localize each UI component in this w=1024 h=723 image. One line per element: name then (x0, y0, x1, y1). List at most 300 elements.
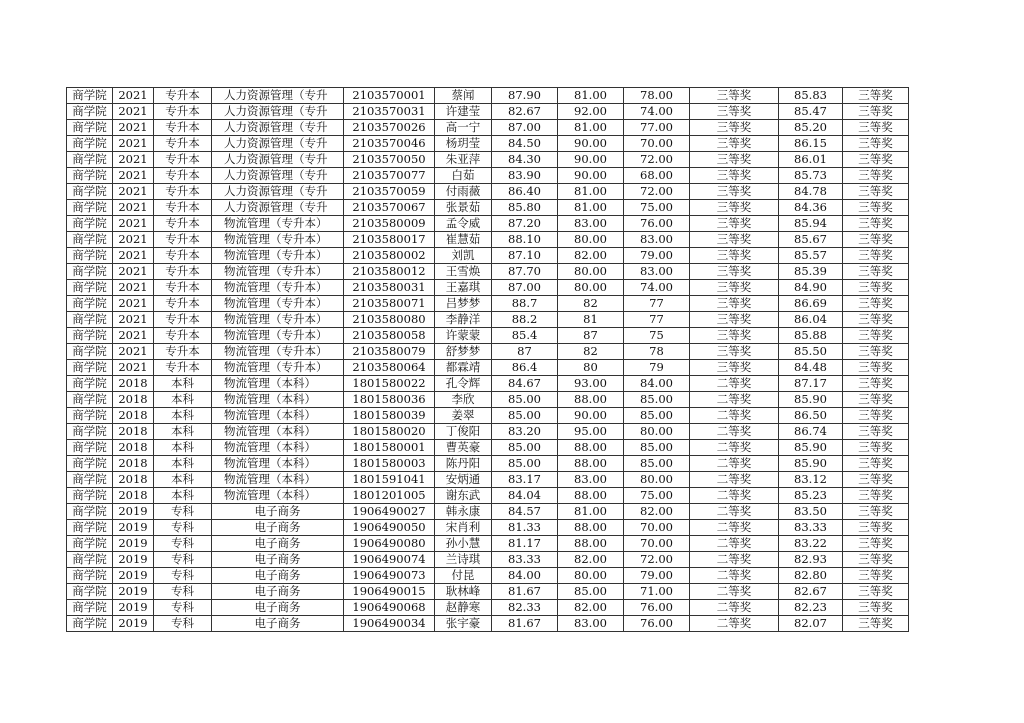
award-b-cell: 三等奖 (843, 152, 909, 168)
year-cell: 2019 (113, 616, 154, 632)
award-b-cell: 三等奖 (843, 88, 909, 104)
award-b-cell: 三等奖 (843, 232, 909, 248)
score-c-cell: 79.00 (624, 248, 690, 264)
award-b-cell: 三等奖 (843, 200, 909, 216)
level-cell: 专科 (154, 504, 212, 520)
table-row (67, 616, 909, 632)
table-row (67, 568, 909, 584)
student-id-cell: 2103580079 (344, 344, 435, 360)
table-row (67, 536, 909, 552)
year-cell: 2019 (113, 536, 154, 552)
table-row (67, 456, 909, 472)
table-row (67, 104, 909, 120)
award-a-cell: 二等奖 (690, 584, 779, 600)
score-c-cell: 80.00 (624, 424, 690, 440)
year-cell: 2021 (113, 168, 154, 184)
score-b-cell: 88.00 (558, 440, 624, 456)
award-a-cell: 二等奖 (690, 472, 779, 488)
score-a-cell: 87.70 (492, 264, 558, 280)
score-c-cell: 71.00 (624, 584, 690, 600)
table-row (67, 552, 909, 568)
name-cell: 谢东武 (435, 488, 492, 504)
award-a-cell: 二等奖 (690, 600, 779, 616)
award-b-cell: 三等奖 (843, 312, 909, 328)
score-c-cell: 76.00 (624, 600, 690, 616)
award-b-cell: 三等奖 (843, 504, 909, 520)
major-cell: 人力资源管理（专升 (212, 136, 344, 152)
award-a-cell: 二等奖 (690, 552, 779, 568)
name-cell: 曹英豪 (435, 440, 492, 456)
award-a-cell: 二等奖 (690, 536, 779, 552)
level-cell: 专升本 (154, 360, 212, 376)
name-cell: 陈丹阳 (435, 456, 492, 472)
award-a-cell: 三等奖 (690, 216, 779, 232)
name-cell: 宋肖利 (435, 520, 492, 536)
level-cell: 专升本 (154, 152, 212, 168)
major-cell: 物流管理（本科） (212, 440, 344, 456)
level-cell: 专科 (154, 584, 212, 600)
name-cell: 刘凯 (435, 248, 492, 264)
level-cell: 专升本 (154, 264, 212, 280)
college-cell: 商学院 (67, 344, 113, 360)
total-score-cell: 85.90 (779, 456, 843, 472)
year-cell: 2018 (113, 472, 154, 488)
score-b-cell: 80.00 (558, 264, 624, 280)
student-id-cell: 1906490015 (344, 584, 435, 600)
major-cell: 电子商务 (212, 504, 344, 520)
name-cell: 孟令威 (435, 216, 492, 232)
name-cell: 兰诗琪 (435, 552, 492, 568)
level-cell: 专科 (154, 568, 212, 584)
award-a-cell: 三等奖 (690, 120, 779, 136)
year-cell: 2021 (113, 232, 154, 248)
total-score-cell: 83.22 (779, 536, 843, 552)
score-a-cell: 87.10 (492, 248, 558, 264)
year-cell: 2021 (113, 360, 154, 376)
score-c-cell: 72.00 (624, 184, 690, 200)
table-row (67, 408, 909, 424)
score-a-cell: 81.67 (492, 584, 558, 600)
award-a-cell: 三等奖 (690, 344, 779, 360)
student-id-cell: 2103580031 (344, 280, 435, 296)
score-c-cell: 72.00 (624, 152, 690, 168)
name-cell: 白茹 (435, 168, 492, 184)
college-cell: 商学院 (67, 232, 113, 248)
score-b-cell: 95.00 (558, 424, 624, 440)
award-b-cell: 三等奖 (843, 424, 909, 440)
major-cell: 物流管理（专升本） (212, 312, 344, 328)
year-cell: 2021 (113, 184, 154, 200)
student-id-cell: 2103570067 (344, 200, 435, 216)
award-b-cell: 三等奖 (843, 216, 909, 232)
college-cell: 商学院 (67, 520, 113, 536)
name-cell: 舒梦梦 (435, 344, 492, 360)
major-cell: 物流管理（专升本） (212, 232, 344, 248)
award-a-cell: 三等奖 (690, 280, 779, 296)
level-cell: 专升本 (154, 104, 212, 120)
table-row (67, 248, 909, 264)
student-id-cell: 1906490050 (344, 520, 435, 536)
student-id-cell: 2103580012 (344, 264, 435, 280)
total-score-cell: 87.17 (779, 376, 843, 392)
table-row (67, 440, 909, 456)
student-id-cell: 1801580003 (344, 456, 435, 472)
total-score-cell: 84.36 (779, 200, 843, 216)
score-b-cell: 82 (558, 344, 624, 360)
major-cell: 物流管理（专升本） (212, 296, 344, 312)
student-id-cell: 1801580020 (344, 424, 435, 440)
student-id-cell: 2103580071 (344, 296, 435, 312)
college-cell: 商学院 (67, 104, 113, 120)
college-cell: 商学院 (67, 424, 113, 440)
name-cell: 蔡闻 (435, 88, 492, 104)
table-row (67, 232, 909, 248)
award-a-cell: 三等奖 (690, 264, 779, 280)
score-a-cell: 86.40 (492, 184, 558, 200)
score-c-cell: 68.00 (624, 168, 690, 184)
score-b-cell: 81.00 (558, 120, 624, 136)
award-a-cell: 三等奖 (690, 328, 779, 344)
score-b-cell: 83.00 (558, 472, 624, 488)
award-a-cell: 二等奖 (690, 616, 779, 632)
table-row (67, 360, 909, 376)
award-a-cell: 二等奖 (690, 568, 779, 584)
major-cell: 物流管理（专升本） (212, 328, 344, 344)
score-b-cell: 81.00 (558, 200, 624, 216)
year-cell: 2021 (113, 264, 154, 280)
level-cell: 专升本 (154, 232, 212, 248)
year-cell: 2021 (113, 88, 154, 104)
table-row (67, 328, 909, 344)
year-cell: 2019 (113, 600, 154, 616)
award-b-cell: 三等奖 (843, 440, 909, 456)
year-cell: 2021 (113, 104, 154, 120)
name-cell: 付昆 (435, 568, 492, 584)
table-row (67, 296, 909, 312)
score-b-cell: 83.00 (558, 216, 624, 232)
award-b-cell: 三等奖 (843, 296, 909, 312)
score-b-cell: 90.00 (558, 168, 624, 184)
score-a-cell: 88.2 (492, 312, 558, 328)
level-cell: 本科 (154, 488, 212, 504)
score-c-cell: 85.00 (624, 408, 690, 424)
score-b-cell: 93.00 (558, 376, 624, 392)
score-a-cell: 82.33 (492, 600, 558, 616)
award-b-cell: 三等奖 (843, 184, 909, 200)
student-id-cell: 1801201005 (344, 488, 435, 504)
score-a-cell: 84.57 (492, 504, 558, 520)
score-c-cell: 83.00 (624, 264, 690, 280)
year-cell: 2021 (113, 344, 154, 360)
score-a-cell: 87.90 (492, 88, 558, 104)
student-id-cell: 2103580064 (344, 360, 435, 376)
level-cell: 专升本 (154, 88, 212, 104)
score-b-cell: 80.00 (558, 568, 624, 584)
total-score-cell: 86.50 (779, 408, 843, 424)
score-a-cell: 83.90 (492, 168, 558, 184)
year-cell: 2021 (113, 296, 154, 312)
level-cell: 本科 (154, 472, 212, 488)
table-row (67, 520, 909, 536)
score-a-cell: 84.30 (492, 152, 558, 168)
table-row (67, 136, 909, 152)
college-cell: 商学院 (67, 360, 113, 376)
year-cell: 2019 (113, 584, 154, 600)
score-a-cell: 87 (492, 344, 558, 360)
total-score-cell: 85.73 (779, 168, 843, 184)
score-a-cell: 81.67 (492, 616, 558, 632)
year-cell: 2021 (113, 216, 154, 232)
level-cell: 专升本 (154, 296, 212, 312)
score-c-cell: 82.00 (624, 504, 690, 520)
college-cell: 商学院 (67, 488, 113, 504)
table-row (67, 184, 909, 200)
major-cell: 物流管理（专升本） (212, 360, 344, 376)
major-cell: 物流管理（专升本） (212, 264, 344, 280)
college-cell: 商学院 (67, 456, 113, 472)
college-cell: 商学院 (67, 88, 113, 104)
college-cell: 商学院 (67, 184, 113, 200)
total-score-cell: 83.50 (779, 504, 843, 520)
score-c-cell: 74.00 (624, 280, 690, 296)
student-id-cell: 2103580080 (344, 312, 435, 328)
score-b-cell: 92.00 (558, 104, 624, 120)
name-cell: 王嘉琪 (435, 280, 492, 296)
student-id-cell: 1906490074 (344, 552, 435, 568)
score-a-cell: 88.10 (492, 232, 558, 248)
score-b-cell: 88.00 (558, 392, 624, 408)
score-a-cell: 84.50 (492, 136, 558, 152)
student-id-cell: 2103570001 (344, 88, 435, 104)
award-b-cell: 三等奖 (843, 408, 909, 424)
student-id-cell: 1906490027 (344, 504, 435, 520)
total-score-cell: 85.47 (779, 104, 843, 120)
score-b-cell: 83.00 (558, 616, 624, 632)
award-b-cell: 三等奖 (843, 360, 909, 376)
award-b-cell: 三等奖 (843, 616, 909, 632)
level-cell: 本科 (154, 424, 212, 440)
level-cell: 专升本 (154, 200, 212, 216)
total-score-cell: 85.83 (779, 88, 843, 104)
table-row (67, 344, 909, 360)
level-cell: 专升本 (154, 216, 212, 232)
score-a-cell: 88.7 (492, 296, 558, 312)
college-cell: 商学院 (67, 552, 113, 568)
year-cell: 2021 (113, 312, 154, 328)
award-b-cell: 三等奖 (843, 376, 909, 392)
major-cell: 人力资源管理（专升 (212, 168, 344, 184)
score-b-cell: 80.00 (558, 232, 624, 248)
score-b-cell: 85.00 (558, 584, 624, 600)
table-row (67, 280, 909, 296)
table-row (67, 168, 909, 184)
name-cell: 耿林峰 (435, 584, 492, 600)
year-cell: 2018 (113, 376, 154, 392)
student-id-cell: 2103580009 (344, 216, 435, 232)
award-b-cell: 三等奖 (843, 520, 909, 536)
award-a-cell: 三等奖 (690, 104, 779, 120)
level-cell: 本科 (154, 408, 212, 424)
award-a-cell: 三等奖 (690, 248, 779, 264)
score-a-cell: 85.00 (492, 392, 558, 408)
award-table (66, 87, 909, 632)
score-a-cell: 83.17 (492, 472, 558, 488)
level-cell: 专升本 (154, 184, 212, 200)
major-cell: 物流管理（本科） (212, 424, 344, 440)
score-c-cell: 78.00 (624, 88, 690, 104)
college-cell: 商学院 (67, 472, 113, 488)
score-a-cell: 85.4 (492, 328, 558, 344)
award-b-cell: 三等奖 (843, 328, 909, 344)
college-cell: 商学院 (67, 200, 113, 216)
student-id-cell: 2103570031 (344, 104, 435, 120)
award-b-cell: 三等奖 (843, 456, 909, 472)
college-cell: 商学院 (67, 408, 113, 424)
year-cell: 2021 (113, 328, 154, 344)
total-score-cell: 85.90 (779, 392, 843, 408)
award-b-cell: 三等奖 (843, 584, 909, 600)
name-cell: 许建莹 (435, 104, 492, 120)
award-a-cell: 三等奖 (690, 136, 779, 152)
name-cell: 付雨薇 (435, 184, 492, 200)
table-row (67, 152, 909, 168)
table-row (67, 392, 909, 408)
college-cell: 商学院 (67, 600, 113, 616)
score-c-cell: 80.00 (624, 472, 690, 488)
score-a-cell: 83.33 (492, 552, 558, 568)
year-cell: 2018 (113, 424, 154, 440)
score-c-cell: 77 (624, 296, 690, 312)
score-b-cell: 81.00 (558, 88, 624, 104)
college-cell: 商学院 (67, 376, 113, 392)
award-b-cell: 三等奖 (843, 264, 909, 280)
major-cell: 电子商务 (212, 616, 344, 632)
year-cell: 2021 (113, 200, 154, 216)
award-a-cell: 二等奖 (690, 488, 779, 504)
score-a-cell: 81.33 (492, 520, 558, 536)
major-cell: 人力资源管理（专升 (212, 88, 344, 104)
table-row (67, 312, 909, 328)
year-cell: 2018 (113, 440, 154, 456)
name-cell: 都霖靖 (435, 360, 492, 376)
table-row (67, 264, 909, 280)
total-score-cell: 84.48 (779, 360, 843, 376)
college-cell: 商学院 (67, 280, 113, 296)
award-a-cell: 三等奖 (690, 360, 779, 376)
award-b-cell: 三等奖 (843, 472, 909, 488)
total-score-cell: 85.57 (779, 248, 843, 264)
total-score-cell: 85.50 (779, 344, 843, 360)
major-cell: 电子商务 (212, 520, 344, 536)
score-b-cell: 88.00 (558, 520, 624, 536)
total-score-cell: 82.07 (779, 616, 843, 632)
year-cell: 2021 (113, 248, 154, 264)
year-cell: 2018 (113, 392, 154, 408)
level-cell: 专升本 (154, 120, 212, 136)
level-cell: 本科 (154, 376, 212, 392)
score-a-cell: 87.00 (492, 280, 558, 296)
college-cell: 商学院 (67, 264, 113, 280)
score-c-cell: 70.00 (624, 536, 690, 552)
college-cell: 商学院 (67, 120, 113, 136)
major-cell: 人力资源管理（专升 (212, 200, 344, 216)
student-id-cell: 1801591041 (344, 472, 435, 488)
award-a-cell: 二等奖 (690, 392, 779, 408)
score-b-cell: 90.00 (558, 408, 624, 424)
student-id-cell: 2103570046 (344, 136, 435, 152)
table-row (67, 584, 909, 600)
score-b-cell: 82.00 (558, 600, 624, 616)
level-cell: 专科 (154, 520, 212, 536)
award-a-cell: 二等奖 (690, 408, 779, 424)
college-cell: 商学院 (67, 440, 113, 456)
award-b-cell: 三等奖 (843, 600, 909, 616)
table-row (67, 600, 909, 616)
year-cell: 2019 (113, 568, 154, 584)
score-c-cell: 79.00 (624, 568, 690, 584)
score-c-cell: 85.00 (624, 392, 690, 408)
student-id-cell: 1801580001 (344, 440, 435, 456)
score-c-cell: 70.00 (624, 520, 690, 536)
college-cell: 商学院 (67, 216, 113, 232)
college-cell: 商学院 (67, 392, 113, 408)
award-a-cell: 二等奖 (690, 440, 779, 456)
college-cell: 商学院 (67, 536, 113, 552)
student-id-cell: 1801580022 (344, 376, 435, 392)
award-a-cell: 二等奖 (690, 504, 779, 520)
level-cell: 专升本 (154, 168, 212, 184)
major-cell: 电子商务 (212, 600, 344, 616)
total-score-cell: 82.23 (779, 600, 843, 616)
score-b-cell: 88.00 (558, 456, 624, 472)
major-cell: 人力资源管理（专升 (212, 104, 344, 120)
name-cell: 韩永康 (435, 504, 492, 520)
score-a-cell: 85.00 (492, 440, 558, 456)
name-cell: 张宇豪 (435, 616, 492, 632)
total-score-cell: 83.12 (779, 472, 843, 488)
name-cell: 王雪焕 (435, 264, 492, 280)
score-a-cell: 81.17 (492, 536, 558, 552)
score-c-cell: 78 (624, 344, 690, 360)
student-id-cell: 2103580017 (344, 232, 435, 248)
year-cell: 2019 (113, 504, 154, 520)
score-b-cell: 81.00 (558, 504, 624, 520)
student-id-cell: 1906490068 (344, 600, 435, 616)
name-cell: 孙小慧 (435, 536, 492, 552)
major-cell: 物流管理（本科） (212, 376, 344, 392)
major-cell: 电子商务 (212, 568, 344, 584)
score-c-cell: 85.00 (624, 456, 690, 472)
score-c-cell: 84.00 (624, 376, 690, 392)
student-id-cell: 2103580002 (344, 248, 435, 264)
year-cell: 2018 (113, 488, 154, 504)
college-cell: 商学院 (67, 504, 113, 520)
score-a-cell: 87.00 (492, 120, 558, 136)
score-b-cell: 90.00 (558, 152, 624, 168)
award-b-cell: 三等奖 (843, 488, 909, 504)
year-cell: 2021 (113, 280, 154, 296)
level-cell: 专升本 (154, 344, 212, 360)
total-score-cell: 85.23 (779, 488, 843, 504)
score-b-cell: 82.00 (558, 552, 624, 568)
major-cell: 物流管理（本科） (212, 472, 344, 488)
student-id-cell: 2103570059 (344, 184, 435, 200)
college-cell: 商学院 (67, 584, 113, 600)
score-a-cell: 84.04 (492, 488, 558, 504)
score-a-cell: 85.80 (492, 200, 558, 216)
table-row (67, 472, 909, 488)
college-cell: 商学院 (67, 312, 113, 328)
